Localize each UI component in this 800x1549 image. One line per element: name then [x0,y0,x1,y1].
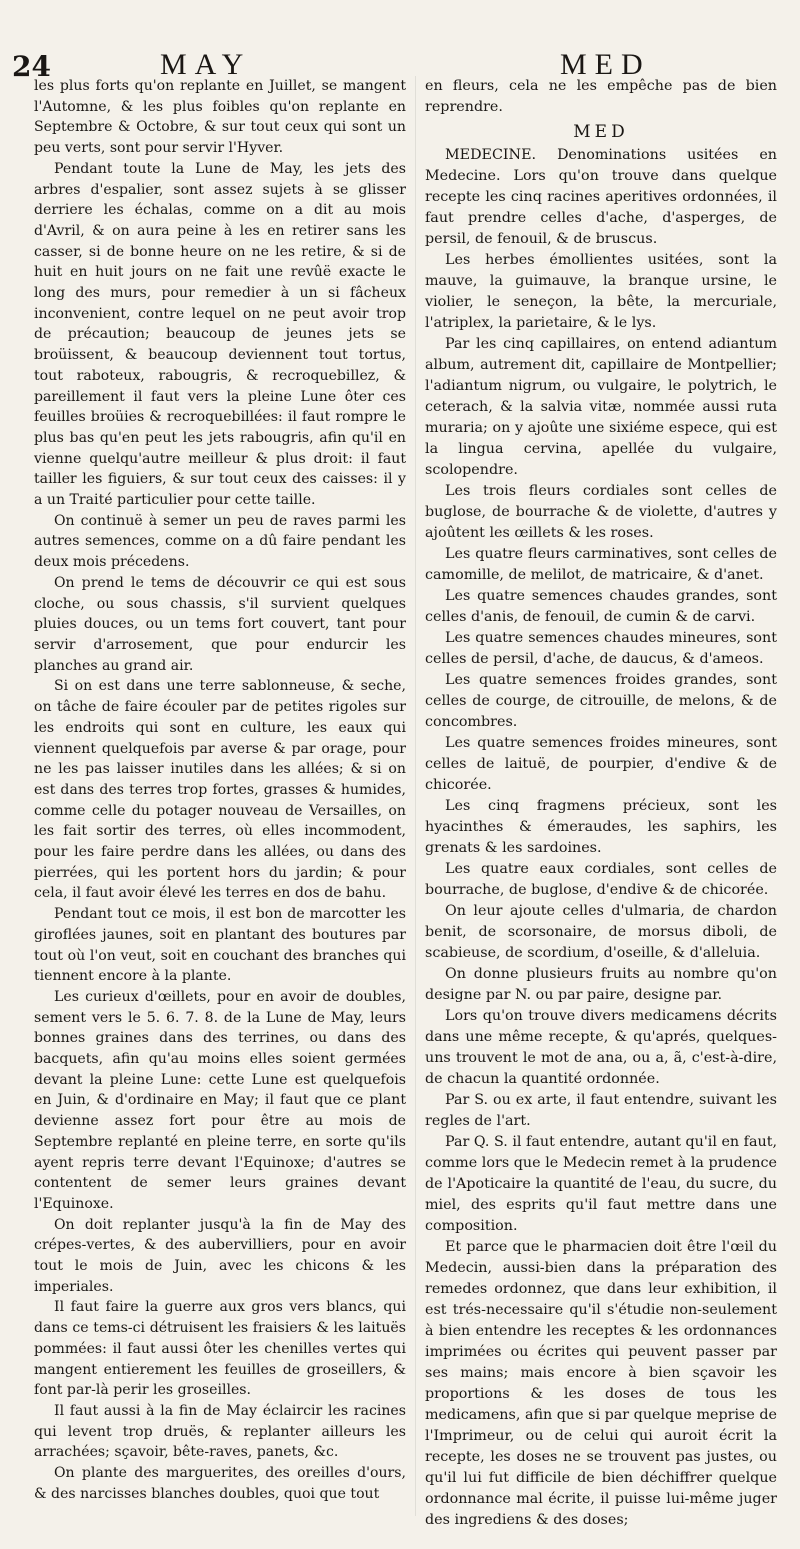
right-paragraph: Les herbes émollientes usitées, sont la mauve, la guimauve, la branque ursine, le violier, le seneçon, la bête, la mercuriale, l'atriplex, la parietaire, & le lys. [425,252,777,331]
left-paragraph: On continuë à semer un peu de raves parmi les autres semences, comme on a dû faire pendant les deux mois précedens. [34,512,406,571]
right-paragraph: Les quatre semences froides grandes, sont celles de courge, de citrouille, de melons, & de concombres. [425,672,777,730]
right-column-continuation: en fleurs, cela ne les empêche pas de bien reprendre. [425,78,777,115]
running-head-left: MAY [160,48,252,81]
right-paragraph: Les quatre eaux cordiales, sont celles de bourrache, de buglose, d'endive & de chicorée. [425,861,777,898]
left-paragraph: On prend le tems de découvrir ce qui est sous cloche, ou sous chassis, s'il survient quelques pluies douces, ou un tems fort couvert, tant pour servir d'arrosement, que pour endurcir les planches au grand air. [34,574,406,674]
column-gutter [415,76,416,1516]
left-paragraph: On doit replanter jusqu'à la fin de May des crépes-vertes, & des aubervilliers, pour en avoir tout le mois de Juin, avec les chicons & les imperiales. [34,1216,406,1295]
left-paragraph: Pendant toute la Lune de May, les jets des arbres d'espalier, sont assez sujets à se glisser derriere les échalas, comme on a dit au mois d'Avril, & on aura peine à les en retirer sans les casser, si de bonne heure on ne les retire, & si de huit en huit jours on ne fait une revûë exacte le long des murs, pour remedier à un si fâcheux inconvenient, contre lequel on ne peut avoir trop de précaution; beaucoup de jeunes jets se broüissent, & beaucoup deviennent tout tortus, tout raboteux, rabougris, & recroquebillez, & pareillement il faut vers la pleine Lune ôter ces feuilles broüies & recroquebillées: il faut rompre le plus bas qu'en peut les jets rabougris, afin qu'il en vienne quelqu'autre meilleur & plus droit: il faut tailler les figuiers, & sur tout ceux des caisses: il y a un Traité particulier pour cette taille. [34,160,406,509]
right-paragraph: On leur ajoute celles d'ulmaria, de chardon benit, de scorsonaire, de morsus diboli, de scabieuse, de scordium, d'oseille, & d'alleluia. [425,903,777,961]
left-paragraph: les plus forts qu'on replante en Juillet, se mangent l'Automne, & les plus foibles qu'on replante en Septembre & Octobre, & sur tout ceux qui sont un peu verts, sont pour servir l'Hyver. [34,78,406,157]
right-paragraph: Et parce que le pharmacien doit être l'œil du Medecin, aussi-bien dans la préparation des remedes ordonnez, que dans leur exhibition, il est trés-necessaire qu'il s'étudie non-seulement à bien entendre les receptes & les ordonnances imprimées ou écrites qui peuvent passer par ses mains; mais encore à bien sçavoir les proportions & les doses de tous les medicamens, afin que si par quelque meprise de l'Imprimeur, ou de celui qui auroit écrit la recepte, les doses ne se trouvent pas justes, ou qu'il lui fut difficile de bien déchiffrer quelque ordonnance mal écrite, il puisse lui-même juger des ingrediens & des doses; [425,1239,777,1528]
left-paragraph: Si on est dans une terre sablonneuse, & seche, on tâche de faire écouler par de petites rigoles sur les endroits qui sont en culture, les eaux qui viennent quelquefois par averse & par orage, pour ne les pas laisser inutiles dans les allées; & si on est dans des terres trop fortes, grasses & humides, comme celle du potager nouveau de Versailles, on les fait sortir des terres, où elles incommodent, pour les faire perdre dans les allées, ou dans des pierrées, qui les portent hors du jardin; & pour cela, il faut avoir élevé les terres en dos de bahu. [34,678,406,902]
right-paragraph: Lors qu'on trouve divers medicamens décrits dans une même recepte, & qu'aprés, quelques-uns trouvent le mot de ana, ou a, ã, c'est-à-dire, de chacun la quantité ordonnée. [425,1008,777,1087]
right-paragraph: Les trois fleurs cordiales sont celles de buglose, de bourrache & de violette, d'autres y ajoûtent les œillets & les roses. [425,483,777,541]
left-paragraph: Pendant tout ce mois, il est bon de marcotter les giroflées jaunes, soit en plantant des boutures par tout où l'on veut, soit en couchant des branches qui tiennent encore à la plante. [34,906,406,985]
right-paragraphs [425,145,777,1531]
page-number: 24 [12,50,51,83]
left-paragraph: Les curieux d'œillets, pour en avoir de doubles, sement vers le 5. 6. 7. 8. de la Lune de May, leurs bonnes graines dans des terrines, ou dans des bacquets, afin qu'au moins elles soient germées devant la pleine Lune: cette Lune est quelquefois en Juin, & d'ordinaire en May; il faut que ce plant devienne assez fort pour être au mois de Septembre replanté en pleine terre, en sorte qu'ils ayent repris terre devant l'Equinoxe; d'autres se contentent de semer leurs graines devant l'Equinoxe. [34,988,406,1212]
left-paragraph: Il faut faire la guerre aux gros vers blancs, qui dans ce tems-ci détruisent les fraisiers & les laituës pommées: il faut aussi ôter les chenilles vertes qui mangent entierement les feuilles de groseillers, & font par-là perir les groseilles. [34,1299,406,1399]
right-paragraph: MEDECINE. Denominations usitées en Medecine. Lors qu'on trouve dans quelque recepte les cinq racines aperitives ordonnées, il faut prendre celles d'ache, d'asperges, de persil, de fenouil, & de bruscus. [425,147,777,247]
right-paragraph: Par Q. S. il faut entendre, autant qu'il en faut, comme lors que le Medecin remet à la prudence de l'Apoticaire la quantité de l'eau, du sucre, du miel, des esprits qu'il faut mettre dans une composition. [425,1134,777,1234]
right-paragraph: On donne plusieurs fruits au nombre qu'on designe par N. ou par paire, designe par. [425,966,777,1003]
right-paragraph: Les quatre semences chaudes grandes, sont celles d'anis, de fenouil, de cumin & de carvi. [425,588,777,625]
left-paragraph: Il faut aussi à la fin de May éclaircir les racines qui levent trop druës, & replanter ailleurs les arrachées; sçavoir, bête-raves, panets, &c. [34,1403,406,1461]
running-head-right: MED [560,48,651,81]
right-paragraph: Les quatre semences froides mineures, sont celles de laituë, de pourpier, d'endive & de chicorée. [425,735,777,793]
section-heading: MED [573,122,629,142]
right-paragraph: Les quatre fleurs carminatives, sont celles de camomille, de melilot, de matricaire, & d'anet. [425,546,777,583]
left-column [34,76,406,1505]
right-paragraph: Par les cinq capillaires, on entend adiantum album, autrement dit, capillaire de Montpellier; l'adiantum nigrum, ou vulgaire, le polytrich, le ceterach, & la salvia vitæ, nommée aussi ruta muraria; on y ajoûte une sixiéme espece, qui est la lingua cervina, apellée du vulgaire, scolopendre. [425,336,777,478]
right-paragraph: Les cinq fragmens précieux, sont les hyacinthes & émeraudes, les saphirs, les grenats & les sardoines. [425,798,777,856]
right-column [425,76,777,1531]
right-paragraph: Les quatre semences chaudes mineures, sont celles de persil, d'ache, de daucus, & d'ameos. [425,630,777,667]
right-paragraph: Par S. ou ex arte, il faut entendre, suivant les regles de l'art. [425,1092,777,1129]
left-paragraph: On plante des marguerites, des oreilles d'ours, & des narcisses blanches doubles, quoi que tout [34,1465,406,1502]
